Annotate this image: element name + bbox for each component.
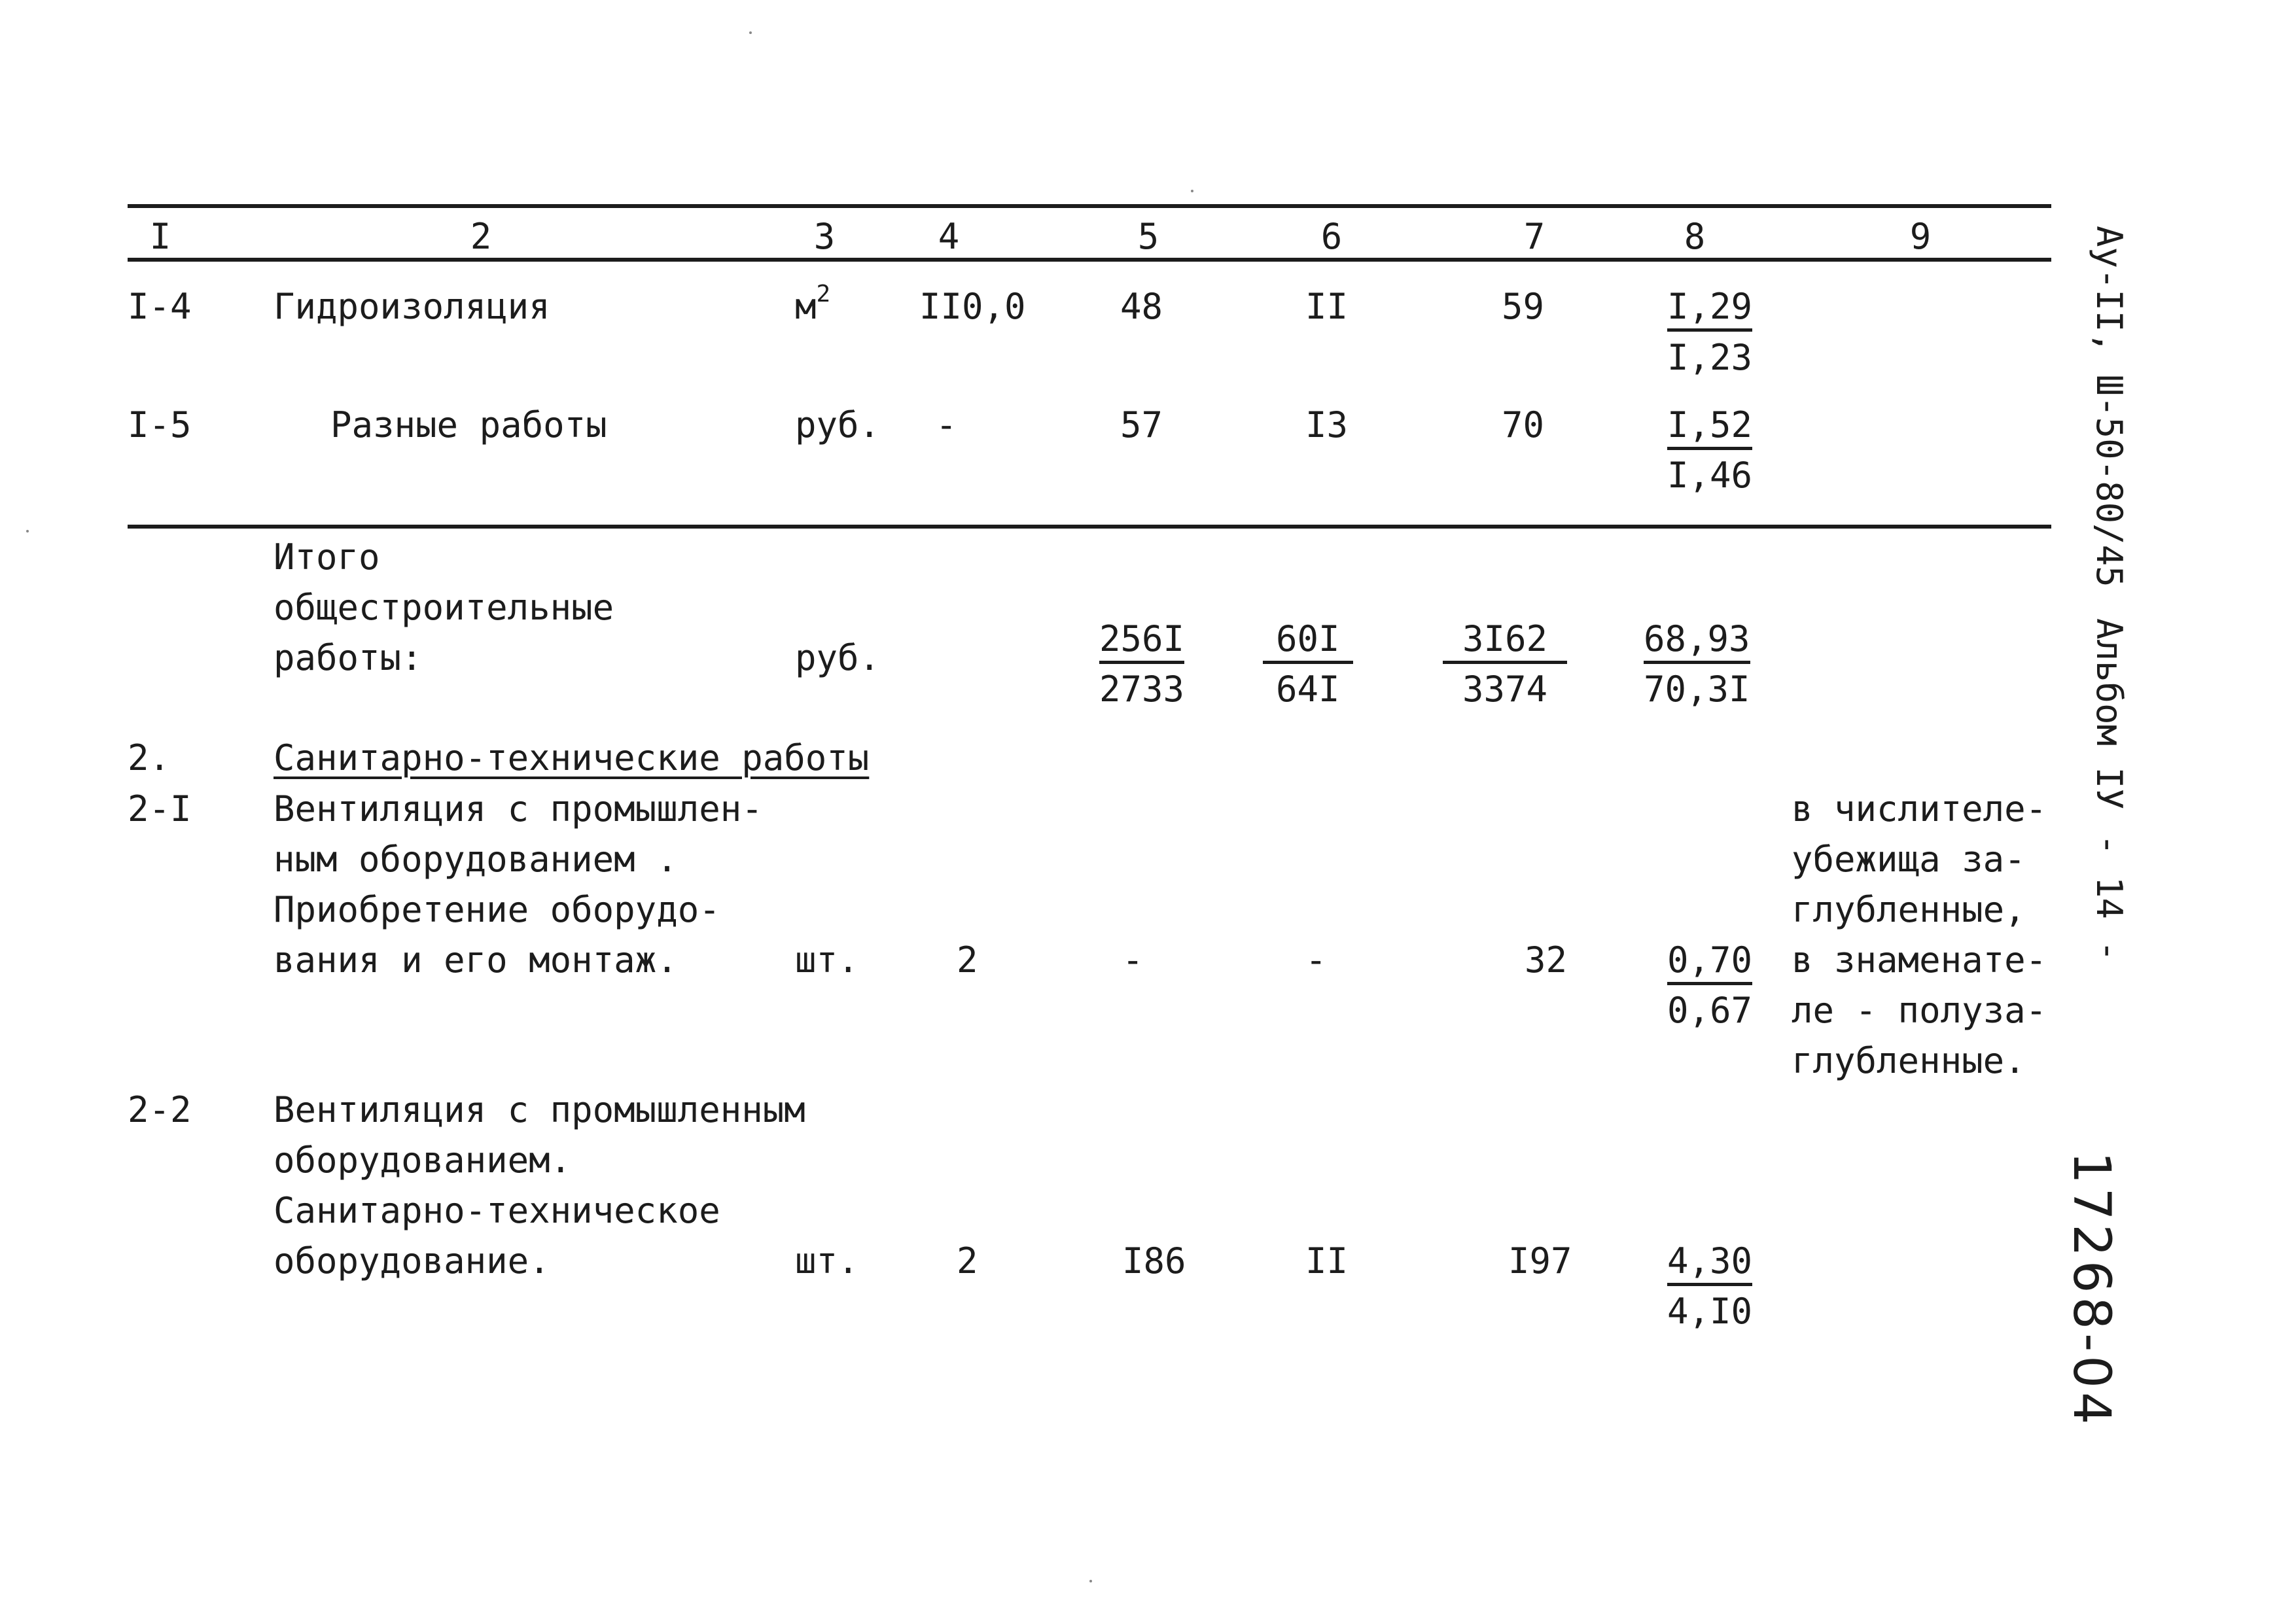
row-unit: шт.	[795, 1240, 859, 1282]
header-col-9: 9	[1909, 216, 1932, 257]
side-reference: Ау-II, Ш-50-80/45	[2089, 226, 2130, 587]
row-col6: -	[1305, 939, 1327, 981]
total-col6-top: 60I	[1263, 621, 1353, 664]
header-col-4: 4	[938, 216, 960, 257]
scan-speck	[26, 530, 29, 532]
note-line: убежища за-	[1792, 839, 2026, 880]
row-unit: $м^2$	[795, 281, 831, 327]
row-name-line: Вентиляция с промышлен-	[274, 788, 763, 829]
row-code: 2-I	[128, 788, 192, 829]
header-col-3: 3	[813, 216, 836, 257]
section-code: 2.	[128, 737, 171, 778]
total-col7-top: 3I62	[1443, 621, 1567, 664]
row-col6: II	[1305, 1240, 1349, 1282]
row-unit: шт.	[795, 939, 859, 981]
row-col5: I86	[1122, 1240, 1186, 1282]
header-col-1: I	[149, 216, 171, 257]
row-col8-top: I,29	[1667, 289, 1752, 332]
row-code: I-5	[128, 404, 192, 445]
row-col7: 59	[1502, 286, 1545, 327]
row-code: I-4	[128, 286, 192, 327]
section-rule	[128, 525, 2051, 529]
total-label-1: Итого	[274, 536, 380, 578]
row-name-line: ным оборудованием .	[274, 839, 678, 880]
row-col8-top: 4,30	[1667, 1244, 1752, 1286]
row-col8-bottom: I,23	[1667, 337, 1753, 378]
row-col5: -	[1122, 939, 1144, 981]
row-col8-bottom: I,46	[1667, 455, 1753, 496]
total-col6-bottom: 64I	[1276, 669, 1340, 710]
scan-speck	[1089, 1580, 1092, 1582]
total-col5-bottom: 2733	[1099, 669, 1185, 710]
note-line: в числителе-	[1792, 788, 2047, 829]
total-label-3: работы:	[274, 637, 423, 678]
note-line: ле - полуза-	[1792, 990, 2047, 1031]
row-qty: 2	[957, 939, 978, 981]
row-qty: II0,0	[919, 286, 1026, 327]
row-col5: 48	[1120, 286, 1163, 327]
row-col5: 57	[1120, 404, 1163, 445]
total-col5-top: 256I	[1099, 621, 1184, 664]
header-bottom-rule	[128, 258, 2051, 262]
side-document-number: 17268-04	[2062, 1151, 2121, 1429]
row-name-line: Приобретение оборудо-	[274, 889, 720, 930]
row-col6: I3	[1305, 404, 1349, 445]
note-line: глубленные.	[1792, 1040, 2026, 1081]
row-name-line: Вентиляция с промышленным	[274, 1089, 805, 1130]
note-line: в знаменате-	[1792, 939, 2047, 981]
row-name-line: Санитарно-техническое	[274, 1190, 720, 1231]
side-album: Альбом IУ	[2089, 618, 2130, 810]
table-top-rule	[128, 204, 2051, 208]
row-col8-top: 0,70	[1667, 943, 1752, 985]
row-col6: II	[1305, 286, 1349, 327]
header-col-6: 6	[1320, 216, 1343, 257]
section-title: Санитарно-технические работы	[274, 737, 870, 778]
row-qty: -	[936, 404, 957, 445]
row-col8-top: I,52	[1667, 408, 1752, 450]
row-col8-bottom: 4,I0	[1667, 1291, 1753, 1332]
row-unit: руб.	[795, 404, 881, 445]
total-col7-bottom: 3374	[1462, 669, 1548, 710]
row-qty: 2	[957, 1240, 978, 1282]
row-name: Гидроизоляция	[274, 286, 550, 327]
header-col-5: 5	[1137, 216, 1159, 257]
row-name-line: оборудованием.	[274, 1140, 572, 1181]
row-name: Разные работы	[330, 404, 607, 445]
total-col8-bottom: 70,3I	[1644, 669, 1750, 710]
row-col8-bottom: 0,67	[1667, 990, 1753, 1031]
row-name-line: оборудование.	[274, 1240, 550, 1282]
header-col-7: 7	[1523, 216, 1545, 257]
row-col7: I97	[1508, 1240, 1572, 1282]
scan-speck	[749, 31, 752, 34]
total-col8-top: 68,93	[1644, 621, 1750, 664]
row-col7: 70	[1502, 404, 1545, 445]
header-col-2: 2	[470, 216, 492, 257]
row-col7: 32	[1525, 939, 1568, 981]
scan-speck	[1191, 190, 1193, 192]
total-label-2: общестроительные	[274, 587, 614, 628]
header-col-8: 8	[1684, 216, 1706, 257]
row-name-line: вания и его монтаж.	[274, 939, 678, 981]
side-page-number: - 14 -	[2089, 834, 2130, 962]
total-unit: руб.	[795, 637, 881, 678]
row-code: 2-2	[128, 1089, 192, 1130]
note-line: глубленные,	[1792, 889, 2026, 930]
